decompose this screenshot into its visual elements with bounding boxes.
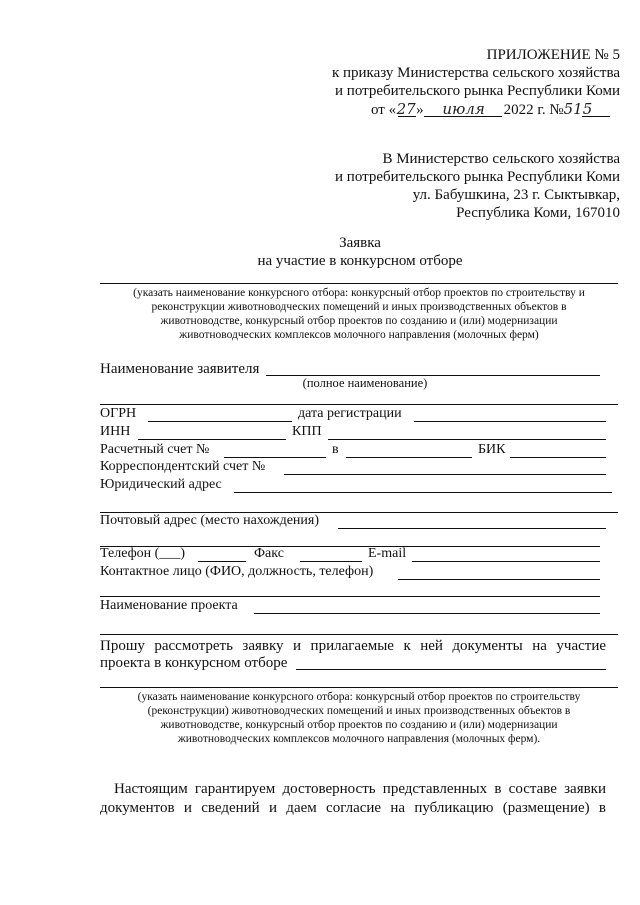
appendix-number: ПРИЛОЖЕНИЕ № 5	[486, 47, 620, 63]
date-day-underline	[398, 116, 416, 117]
selection-note2-line3: животноводстве, конкурсный отбор проектов по созданию и (или) модернизации	[160, 719, 558, 731]
recipient-line4: Республика Коми, 167010	[456, 205, 620, 221]
postal-address-label: Почтовый адрес (место нахождения)	[100, 513, 319, 528]
recipient-line2: и потребительского рынка Республики Коми	[335, 169, 620, 185]
project-name-label: Наименование проекта	[100, 598, 238, 613]
selection-note-line3: животноводстве, конкурсный отбор проектов по созданию и (или) модернизации	[160, 315, 558, 327]
selection-name-line	[100, 283, 618, 284]
applicant-name-label: Наименование заявителя	[100, 361, 260, 377]
selection-note-line4: животноводческих комплексов молочного направления (молочных ферм)	[179, 329, 539, 341]
document-title: Заявка	[339, 235, 381, 251]
selection-note2-line2: (реконструкции) животноводческих помещений и иных производственных объектов в	[147, 705, 571, 717]
project-name-input[interactable]	[254, 613, 600, 614]
account-input[interactable]	[224, 457, 326, 458]
order-ref-line2: и потребительского рынка Республики Коми	[335, 83, 620, 99]
project-name-line2[interactable]	[100, 634, 618, 635]
contact-person-input[interactable]	[398, 579, 600, 580]
legal-address-input[interactable]	[234, 492, 612, 493]
request-selection-line2[interactable]	[100, 687, 618, 688]
date-number-underline	[582, 116, 610, 117]
applicant-name-hint: (полное наименование)	[302, 376, 428, 390]
ogrn-input[interactable]	[148, 421, 292, 422]
handwritten-number: 515	[563, 100, 593, 118]
inn-input[interactable]	[138, 439, 286, 440]
phone-label: Телефон (___)	[100, 546, 185, 561]
kpp-input[interactable]	[328, 439, 606, 440]
postal-address-input[interactable]	[338, 528, 606, 529]
email-label: E-mail	[368, 546, 407, 561]
selection-note-line2: реконструкции животноводческих помещений и иных производственных объектов в	[151, 301, 567, 313]
reg-date-input[interactable]	[414, 421, 606, 422]
recipient-line3: ул. Бабушкина, 23 г. Сыктывкар,	[412, 187, 620, 203]
handwritten-month: июля	[442, 100, 485, 118]
guarantee-line2: документов и сведений и даем согласие на публикацию (размещение) в	[100, 800, 606, 816]
reg-date-label: дата регистрации	[298, 406, 402, 421]
handwritten-day: 27	[396, 100, 416, 118]
document-subtitle: на участие в конкурсном отборе	[257, 253, 463, 269]
date-mid: »	[416, 102, 424, 118]
bank-label: в	[332, 442, 339, 457]
phone-input[interactable]	[198, 561, 246, 562]
selection-note2-line4: животноводческих комплексов молочного направления (молочных ферм).	[177, 733, 541, 745]
selection-note-line1: (указать наименование конкурсного отбора: конкурсный отбор проектов по строительству и	[133, 287, 585, 299]
inn-label: ИНН	[100, 424, 131, 439]
contact-person-label: Контактное лицо (ФИО, должность, телефон)	[100, 564, 374, 579]
selection-note2-line1: (указать наименование конкурсного отбора: конкурсный отбор проектов по строительству	[137, 691, 581, 703]
request-line1: Прошу рассмотреть заявку и прилагаемые к ней документы на участие	[100, 638, 606, 654]
account-label: Расчетный счет №	[100, 442, 210, 457]
order-ref-line1: к приказу Министерства сельского хозяйства	[331, 65, 620, 81]
recipient-line1: В Министерство сельского хозяйства	[382, 151, 620, 167]
email-input[interactable]	[412, 561, 600, 562]
request-selection-input[interactable]	[296, 669, 606, 670]
applicant-name-line2[interactable]	[100, 404, 618, 405]
date-prefix: от «	[371, 102, 397, 118]
bank-input[interactable]	[346, 457, 472, 458]
contact-person-line2[interactable]	[100, 596, 600, 597]
legal-address-label: Юридический адрес	[100, 477, 222, 492]
ogrn-label: ОГРН	[100, 406, 137, 421]
kpp-label: КПП	[292, 424, 322, 439]
fax-input[interactable]	[300, 561, 362, 562]
request-line2: проекта в конкурсном отборе	[100, 655, 288, 671]
bik-input[interactable]	[510, 457, 606, 458]
bik-label: БИК	[478, 442, 506, 457]
guarantee-line1: Настоящим гарантируем достоверность представленных в составе заявки	[114, 781, 606, 797]
corr-account-label: Корреспондентский счет №	[100, 459, 266, 474]
date-month-underline	[424, 116, 502, 117]
corr-account-input[interactable]	[284, 474, 606, 475]
date-year: 2022 г. №	[503, 102, 564, 118]
fax-label: Факс	[254, 546, 284, 561]
